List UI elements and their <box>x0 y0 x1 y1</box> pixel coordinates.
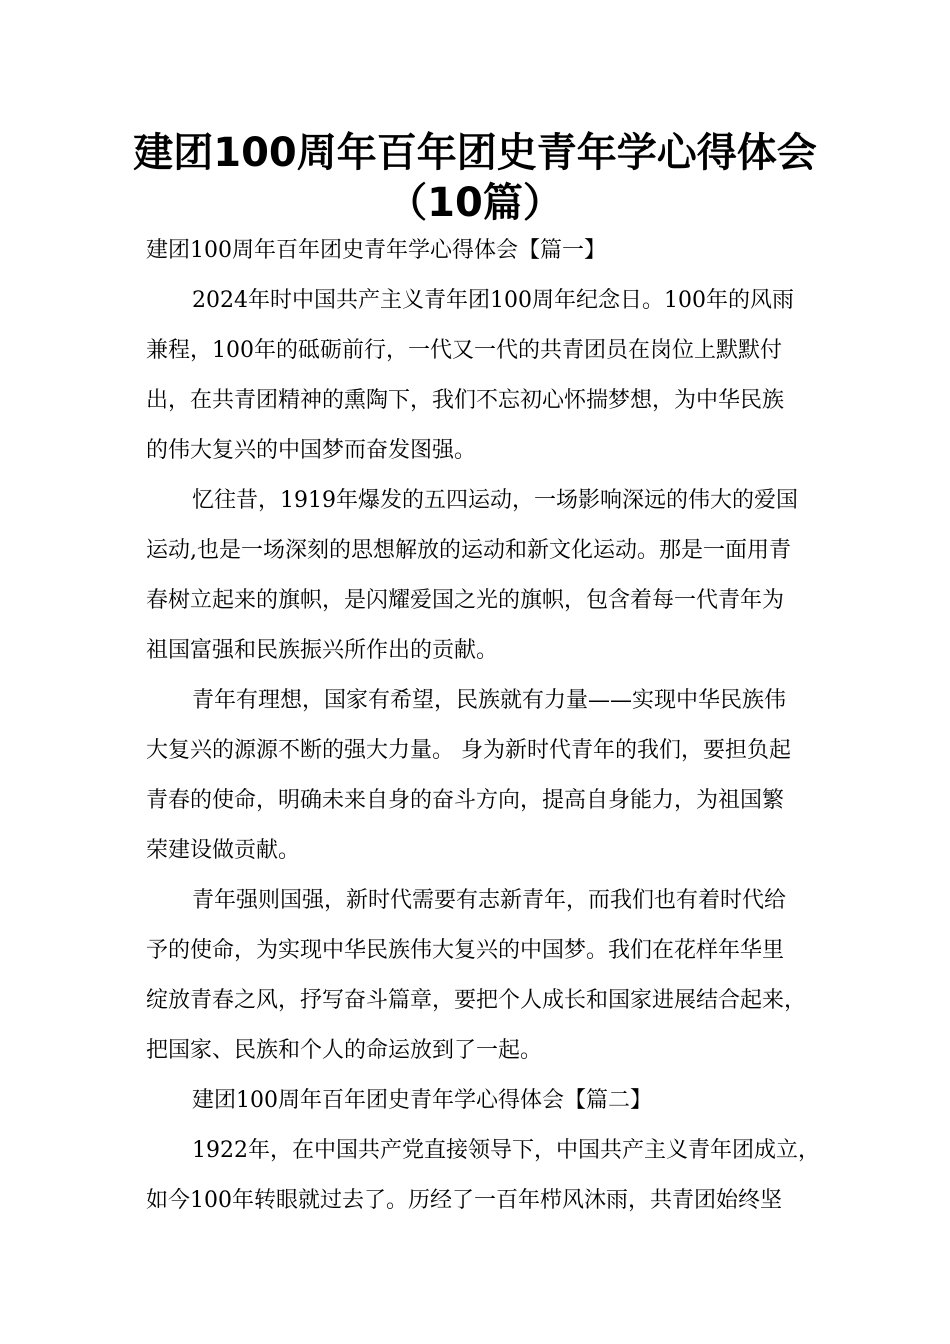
paragraph-1-line-3: 出，在共青团精神的熏陶下，我们不忘初心怀揣梦想，为中华民族 <box>146 388 785 413</box>
paragraph-3-line-3: 青春的使命，明确未来自身的奋斗方向，提高自身能力，为祖国繁 <box>146 788 785 813</box>
paragraph-5-line-2: 如今100年转眼就过去了。历经了一百年栉风沐雨，共青团始终坚 <box>146 1188 782 1213</box>
paragraph-2-line-2: 运动,也是一场深刻的思想解放的运动和新文化运动。那是一面用青 <box>146 538 791 563</box>
paragraph-1-line-2: 兼程，100年的砥砺前行，一代又一代的共青团员在岗位上默默付 <box>146 338 782 363</box>
paragraph-1-line-1: 2024年时中国共产主义青年团100周年纪念日。100年的风雨 <box>192 288 794 313</box>
paragraph-3-line-2: 大复兴的源源不断的强大力量。 身为新时代青年的我们，要担负起 <box>146 738 791 763</box>
paragraph-1-line-4: 的伟大复兴的中国梦而奋发图强。 <box>146 438 477 463</box>
document-title: 建团100周年百年团史青年学心得体会 <box>133 130 817 176</box>
section-heading-1: 建团100周年百年团史青年学心得体会【篇一】 <box>146 238 606 263</box>
paragraph-2-line-3: 春树立起来的旗帜，是闪耀爱国之光的旗帜，包含着每一代青年为 <box>146 588 785 613</box>
document-title-count: （10篇） <box>387 180 563 226</box>
paragraph-4-line-2: 予的使命，为实现中华民族伟大复兴的中国梦。我们在花样年华里 <box>146 938 785 963</box>
paragraph-3-line-4: 荣建设做贡献。 <box>146 838 301 863</box>
section-heading-2: 建团100周年百年团史青年学心得体会【篇二】 <box>192 1088 652 1113</box>
paragraph-4-line-4: 把国家、民族和个人的命运放到了一起。 <box>146 1038 543 1063</box>
paragraph-4-line-3: 绽放青春之风，抒写奋斗篇章，要把个人成长和国家进展结合起来， <box>146 988 807 1013</box>
paragraph-2-line-1: 忆往昔，1919年爆发的五四运动，一场影响深远的伟大的爱国 <box>192 488 798 513</box>
paragraph-3-line-1: 青年有理想，国家有希望，民族就有力量——实现中华民族伟 <box>192 688 787 713</box>
paragraph-5-line-1: 1922年，在中国共产党直接领导下，中国共产主义青年团成立， <box>192 1138 820 1163</box>
paragraph-2-line-4: 祖国富强和民族振兴所作出的贡献。 <box>146 638 499 663</box>
paragraph-4-line-1: 青年强则国强，新时代需要有志新青年，而我们也有着时代给 <box>192 888 787 913</box>
